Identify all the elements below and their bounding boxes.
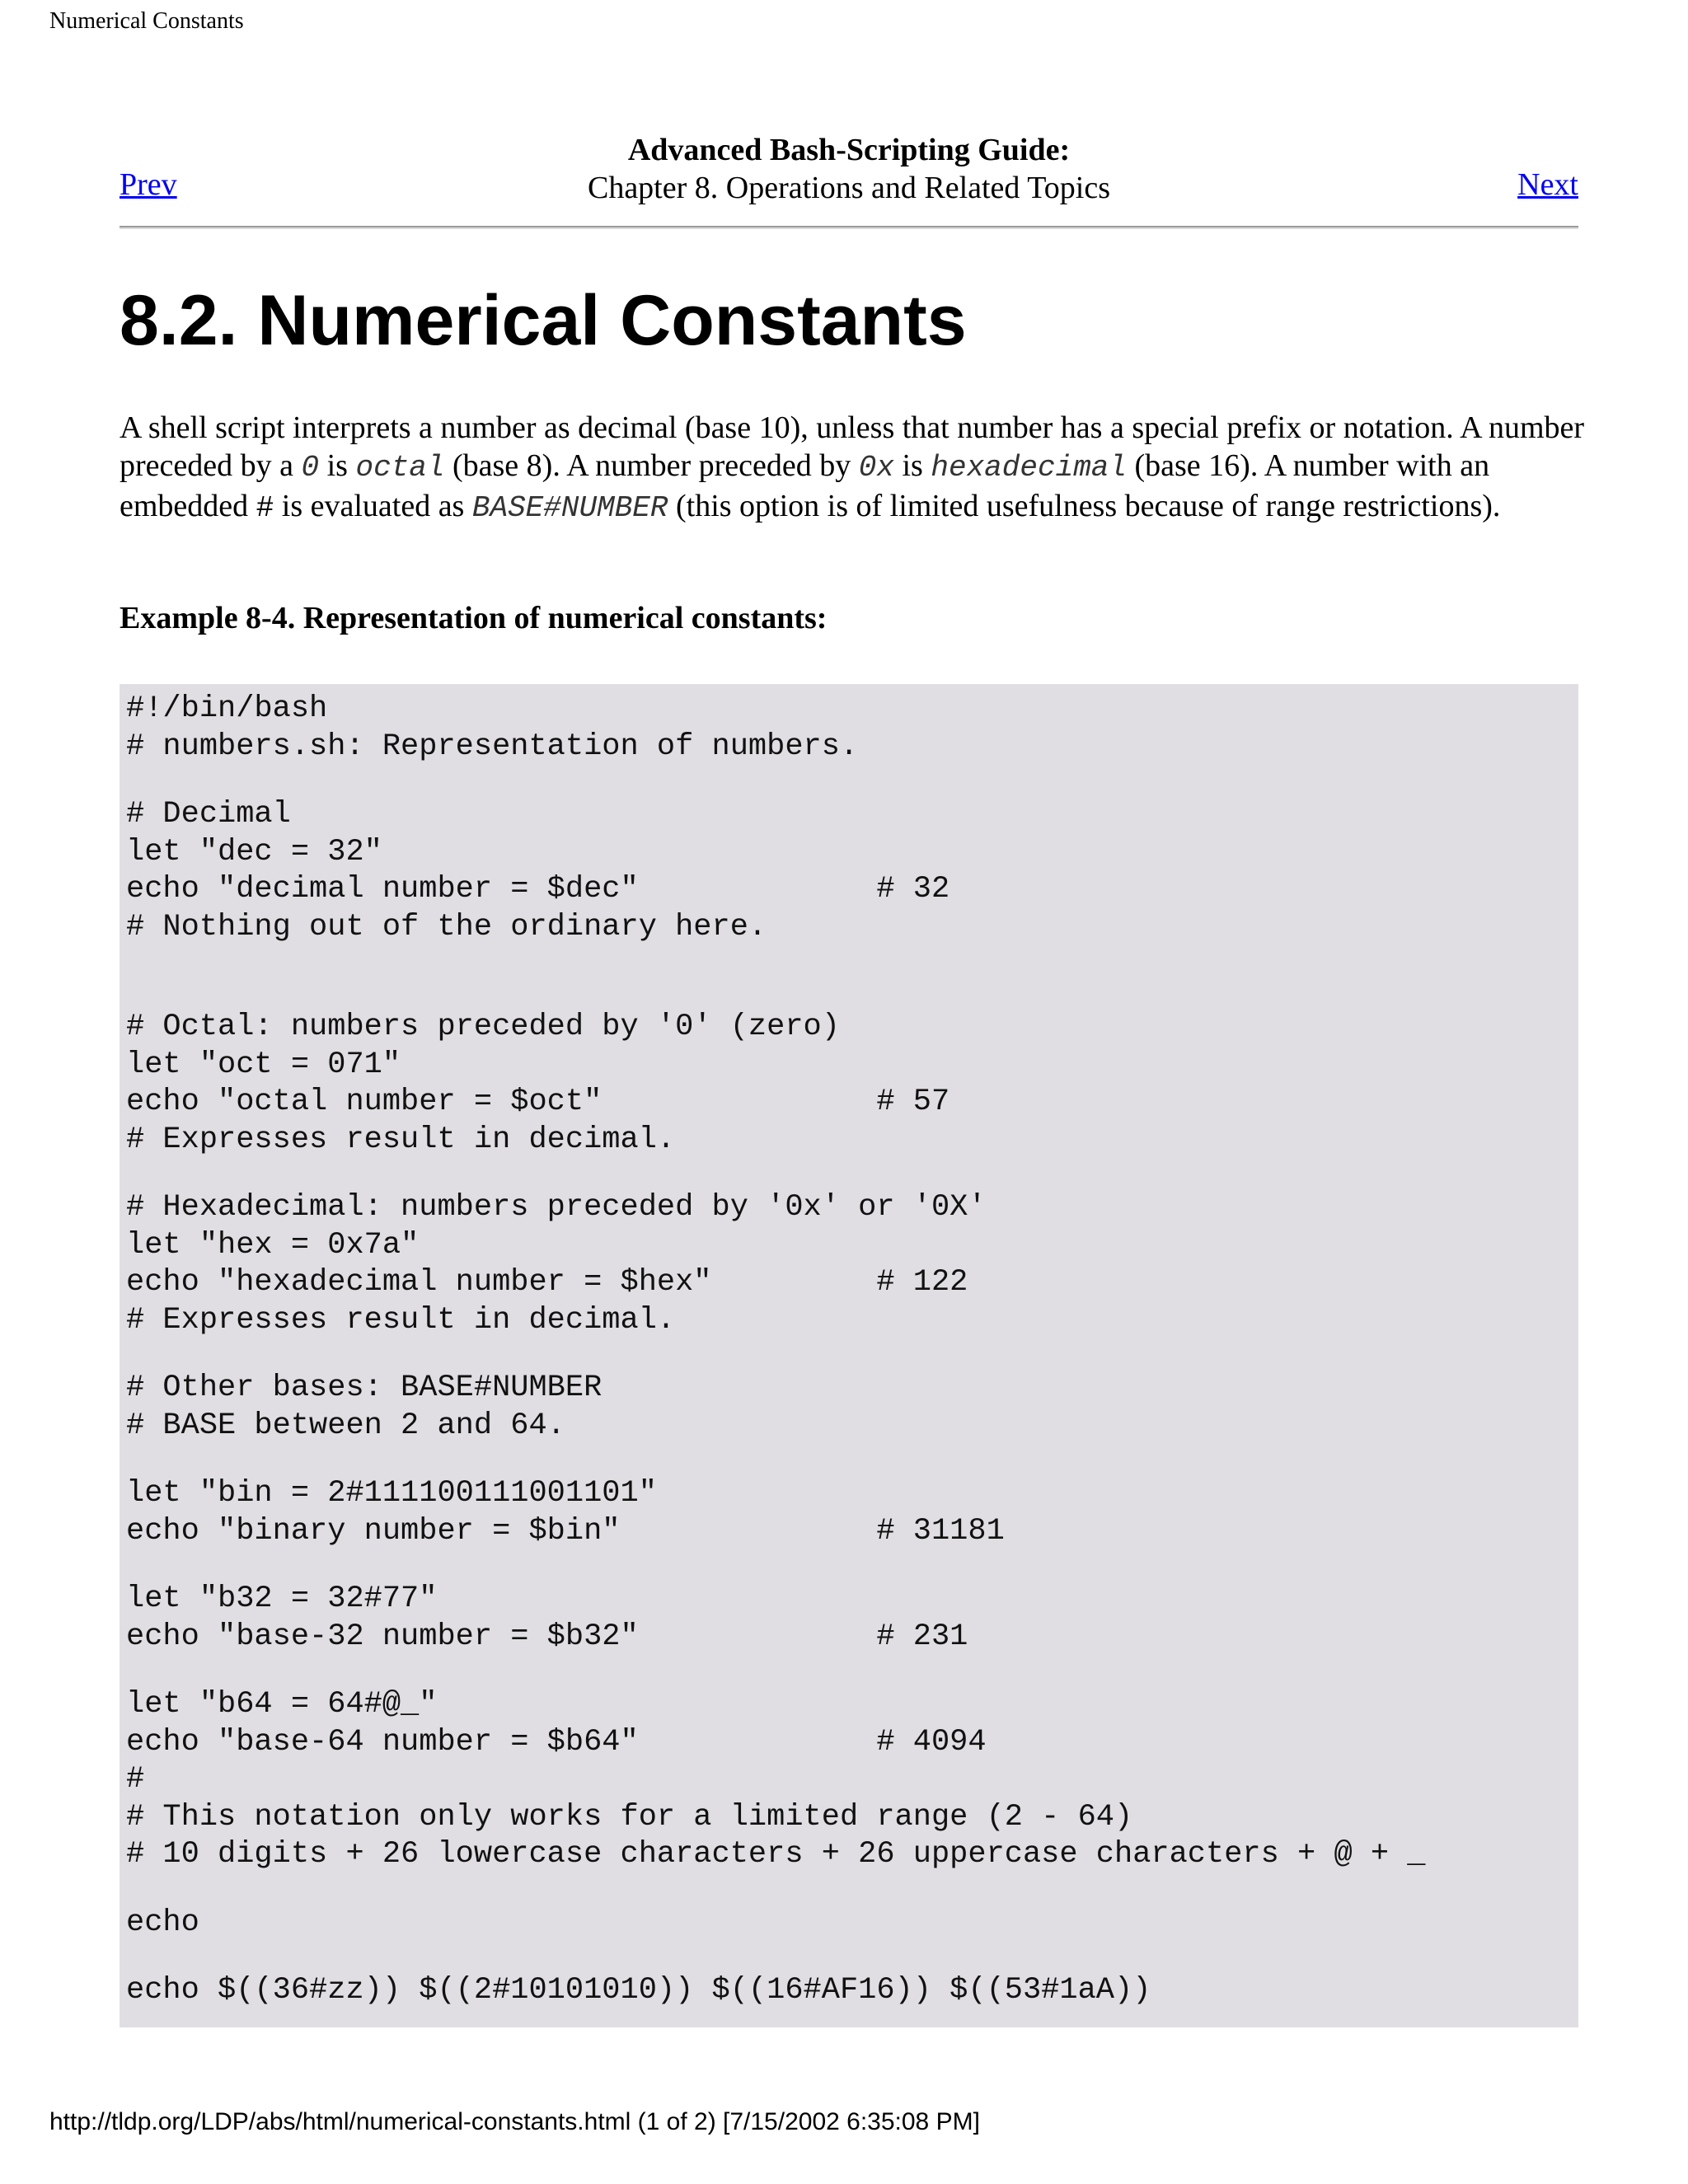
code-blank-line <box>126 1942 1578 1972</box>
intro-text: is <box>319 448 356 483</box>
inline-code-zero: 0 <box>301 451 320 485</box>
section-title: 8.2. Numerical Constants <box>120 281 967 360</box>
inline-code-base-number: BASE#NUMBER <box>471 491 668 525</box>
code-blank-line <box>126 1550 1578 1581</box>
code-line: # 10 digits + 26 lowercase characters + 26 uppercase characters + @ + _ <box>126 1837 1426 1872</box>
prev-link[interactable]: Prev <box>120 167 177 202</box>
code-line: # numbers.sh: Representation of numbers. <box>126 729 859 764</box>
code-line: let "oct = 071" <box>126 1047 401 1082</box>
page-header: Numerical Constants <box>49 8 244 34</box>
code-line: let "dec = 32" <box>126 834 382 869</box>
code-line: let "hex = 0x7a" <box>126 1227 420 1263</box>
intro-text: A shell script interprets a number as decimal (base 10), unless that number has a special prefix or notation. A number preceded by a <box>120 410 1585 483</box>
code-line: # <box>126 1762 145 1797</box>
code-blank-line <box>126 1874 1578 1905</box>
code-blank-line <box>126 1159 1578 1189</box>
code-line: echo "binary number = $bin" # 31181 <box>126 1513 1005 1549</box>
chapter-title: Chapter 8. Operations and Related Topics <box>587 171 1111 205</box>
intro-text: (this option is of limited usefulness because of range restrictions). <box>668 489 1501 523</box>
code-line: # Expresses result in decimal. <box>126 1122 676 1157</box>
code-line: # Decimal <box>126 797 291 832</box>
code-line: # Nothing out of the ordinary here. <box>126 909 767 944</box>
code-line: echo $((36#zz)) $((2#10101010)) $((16#AF16)) $((53#1aA)) <box>126 1973 1151 2008</box>
code-line: let "b64 = 64#@_" <box>126 1687 438 1722</box>
page-footer-url: http://tldp.org/LDP/abs/html/numerical-constants.html (1 of 2) [7/15/2002 6:35:08 PM] <box>49 2108 980 2135</box>
next-link[interactable]: Next <box>1517 167 1578 202</box>
intro-text: is <box>894 448 931 483</box>
intro-text: (base 8). A number preceded by <box>444 448 859 483</box>
example-title: Example 8-4. Representation of numerical constants: <box>120 601 828 635</box>
code-line: # Hexadecimal: numbers preceded by '0x' or '0X' <box>126 1190 987 1225</box>
code-listing <box>120 684 1578 2027</box>
code-line: echo "hexadecimal number = $hex" # 122 <box>126 1265 968 1300</box>
inline-code-octal: octal <box>355 451 445 485</box>
intro-text: is evaluated as <box>274 489 472 523</box>
code-blank-line <box>126 946 1578 1009</box>
intro-text: (base 16). A number with an embedded <box>120 448 1490 523</box>
inline-code-hash: # <box>256 491 274 525</box>
code-line: # BASE between 2 and 64. <box>126 1408 565 1443</box>
inline-code-hexadecimal: hexadecimal <box>931 451 1127 485</box>
code-line: # Expresses result in decimal. <box>126 1302 676 1338</box>
code-line: # Other bases: BASE#NUMBER <box>126 1371 603 1405</box>
code-line: echo "octal number = $oct" # 57 <box>126 1085 950 1119</box>
navigation-header <box>120 124 1578 231</box>
code-line: # Octal: numbers preceded by '0' (zero) <box>126 1010 840 1044</box>
inline-code-0x: 0x <box>858 451 894 485</box>
intro-paragraph <box>120 409 1595 527</box>
code-line: # This notation only works for a limited range (2 - 64) <box>126 1799 1133 1835</box>
code-line: echo "base-64 number = $b64" # 4094 <box>126 1724 987 1760</box>
code-blank-line <box>126 1656 1578 1686</box>
code-blank-line <box>126 1339 1578 1370</box>
code-line: echo "base-32 number = $b32" # 231 <box>126 1619 968 1654</box>
code-line: let "b32 = 32#77" <box>126 1582 438 1616</box>
code-line: echo <box>126 1905 199 1940</box>
header-divider <box>120 226 1578 229</box>
code-line: echo "decimal number = $dec" # 32 <box>126 872 950 907</box>
guide-title: Advanced Bash-Scripting Guide: <box>627 133 1071 167</box>
code-blank-line <box>126 1445 1578 1475</box>
code-line: #!/bin/bash <box>126 691 328 726</box>
code-blank-line <box>126 766 1578 796</box>
code-line: let "bin = 2#111100111001101" <box>126 1476 657 1511</box>
